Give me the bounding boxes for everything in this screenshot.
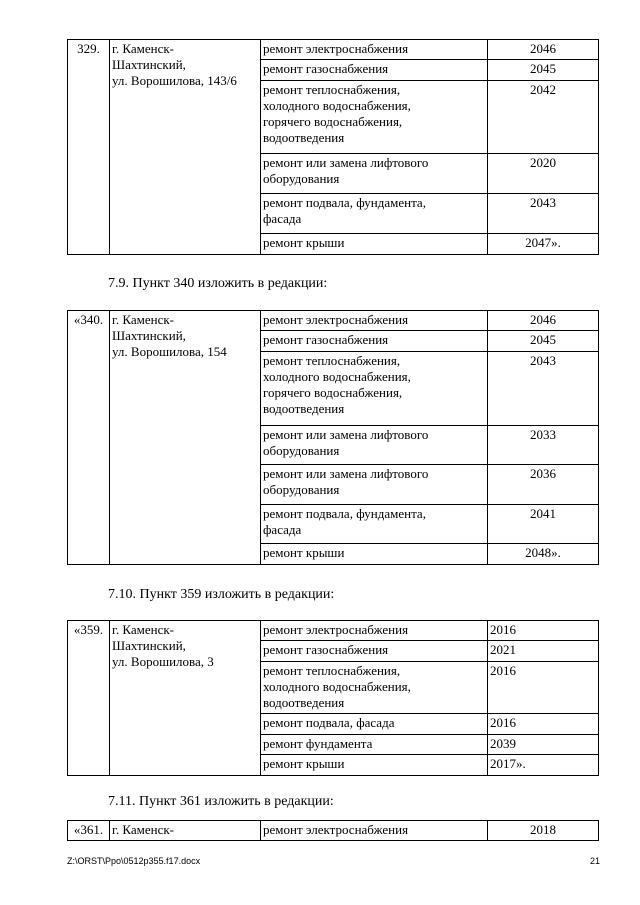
work-type: ремонт газоснабжения [261,641,488,662]
repair-year: 2048». [488,544,599,565]
repair-year: 2016 [488,621,599,641]
work-type: ремонт теплоснабжения, холодного водоснабжения, горячего водоснабжения, водоотведения [261,81,488,154]
work-type: ремонт фундамента [261,735,488,755]
amendment-paragraph: 7.9. Пункт 340 изложить в редакции: [108,276,328,291]
item-address: г. Каменск- Шахтинский, ул. Ворошилова, 154 [110,311,261,565]
repair-year: 2036 [488,465,599,505]
repair-year: 2045 [488,60,599,81]
repair-year: 2042 [488,81,599,154]
repair-year: 2017». [488,755,599,776]
repair-year: 2018 [488,821,599,841]
footer-file-path: Z:\ORST\Ppo\0512p355.f17.docx [67,856,201,866]
work-type: ремонт электроснабжения [261,621,488,641]
repair-year: 2045 [488,331,599,352]
amendment-paragraph: 7.10. Пункт 359 изложить в редакции: [108,587,335,602]
repair-year: 2016 [488,662,599,714]
work-type: ремонт газоснабжения [261,331,488,352]
repair-year: 2043 [488,352,599,426]
item-address: г. Каменск- [110,821,261,841]
repair-year: 2046 [488,40,599,60]
repair-year: 2039 [488,735,599,755]
work-type: ремонт крыши [261,544,488,565]
work-type: ремонт подвала, фасада [261,714,488,735]
work-type: ремонт газоснабжения [261,60,488,81]
repair-year: 2047». [488,234,599,255]
repair-year: 2033 [488,426,599,465]
work-type: ремонт электроснабжения [261,821,488,841]
work-type: ремонт электроснабжения [261,40,488,60]
work-type: ремонт крыши [261,234,488,255]
repair-year: 2046 [488,311,599,331]
register-table-329 [67,39,599,255]
item-number: «359. [68,621,110,776]
repair-year: 2043 [488,194,599,234]
register-table-359 [67,620,599,776]
work-type: ремонт или замена лифтового оборудования [261,465,488,505]
register-table-340 [67,310,599,565]
work-type: ремонт крыши [261,755,488,776]
table-row [68,821,599,841]
table-row [68,311,599,331]
item-number: «340. [68,311,110,565]
table-row [68,621,599,641]
work-type: ремонт или замена лифтового оборудования [261,154,488,194]
work-type: ремонт подвала, фундамента, фасада [261,505,488,544]
amendment-paragraph: 7.11. Пункт 361 изложить в редакции: [108,794,334,809]
item-address: г. Каменск- Шахтинский, ул. Ворошилова, 143/6 [110,40,261,255]
table-row [68,40,599,60]
item-address: г. Каменск- Шахтинский, ул. Ворошилова, 3 [110,621,261,776]
repair-year: 2041 [488,505,599,544]
work-type: ремонт теплоснабжения, холодного водоснабжения, горячего водоснабжения, водоотведения [261,352,488,426]
work-type: ремонт электроснабжения [261,311,488,331]
item-number: «361. [68,821,110,841]
repair-year: 2016 [488,714,599,735]
work-type: ремонт или замена лифтового оборудования [261,426,488,465]
repair-year: 2021 [488,641,599,662]
work-type: ремонт подвала, фундамента, фасада [261,194,488,234]
repair-year: 2020 [488,154,599,194]
register-table-361 [67,820,599,841]
page-number: 21 [589,856,600,866]
item-number: 329. [68,40,110,255]
work-type: ремонт теплоснабжения, холодного водоснабжения, водоотведения [261,662,488,714]
